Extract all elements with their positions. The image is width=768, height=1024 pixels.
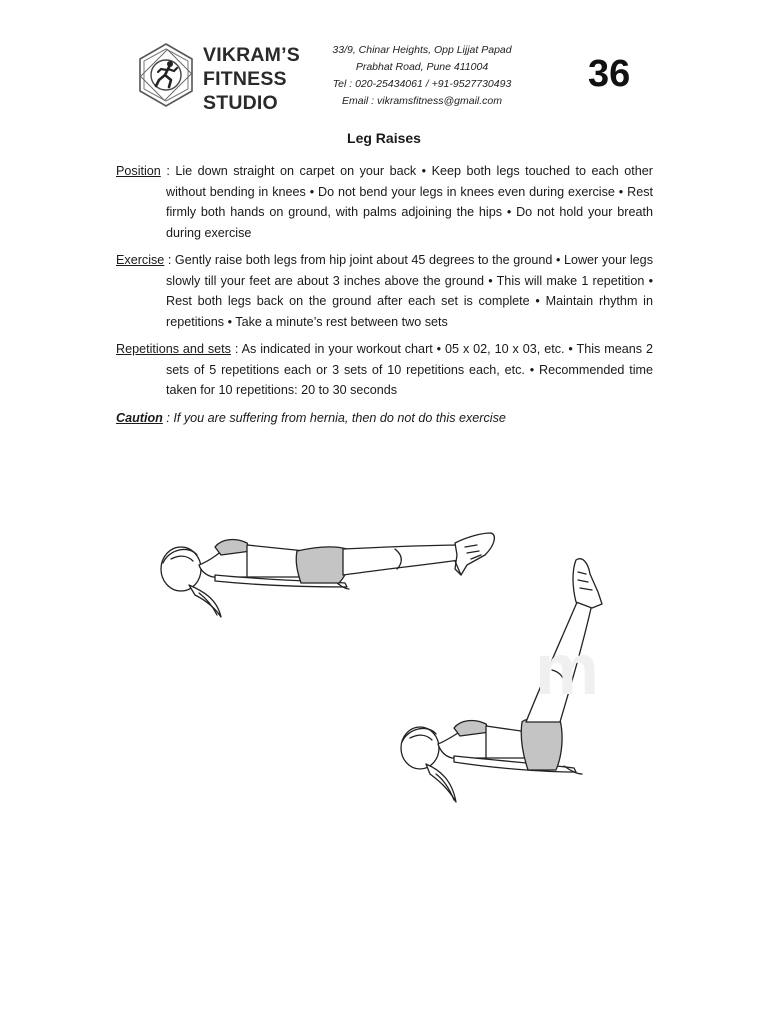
address-line: 33/9, Chinar Heights, Opp Lijjat Papad — [332, 44, 512, 56]
page-title: Leg Raises — [347, 130, 421, 146]
caution-term: Caution — [116, 410, 163, 425]
email-line: Email : vikramsfitness@gmail.com — [341, 95, 503, 107]
logo-line: STUDIO — [203, 92, 278, 114]
instructions — [116, 161, 653, 435]
logo-line: FITNESS — [203, 68, 287, 90]
repetitions-term: Repetitions and sets — [116, 342, 231, 356]
exercise-term: Exercise — [116, 253, 165, 267]
repetitions-text: : As indicated in your workout chart • 05 x 02, 10 x 03, etc. • This means 2 sets of 5 repetitions each or 3 sets of 10 repetitions each, etc. • Recommended time taken for 10 repetitions: 20 to 30 seconds — [166, 342, 653, 397]
address-line: Prabhat Road, Pune 411004 — [355, 61, 489, 73]
position-paragraph — [116, 161, 653, 243]
contact-block — [322, 42, 522, 110]
caution-text: : If you are suffering from hernia, then do not do this exercise — [162, 410, 506, 425]
logo-line: VIKRAM’S — [203, 44, 300, 66]
page-header — [0, 0, 768, 125]
exercise-text: : Gently raise both legs from hip joint about 45 degrees to the ground • Lower your legs slowly till your feet are about 3 inches above the ground • This will make 1 repetition • Rest both legs back on the ground after each set is complete • Maintain rhythm in repetitions • Take a minute’s rest between two sets — [164, 253, 653, 329]
runner-emblem-icon — [136, 42, 196, 108]
repetitions-paragraph — [116, 339, 653, 401]
phone-line: Tel : 020-25434061 / +91-9527730493 — [332, 78, 512, 90]
position-text: : Lie down straight on carpet on your back • Keep both legs touched to each other without bending in knees • Do not bend your legs in knees even during exercise • Rest firmly both hands on ground, with palms adjoining the hips • Do not hold your breath during exercise — [160, 164, 653, 240]
position-term: Position — [116, 164, 161, 178]
exercise-paragraph — [116, 250, 653, 332]
page-number: 36 — [588, 53, 631, 95]
faint-watermark-mark: m — [535, 630, 600, 710]
studio-logo-text — [203, 43, 300, 115]
caution-paragraph — [116, 408, 653, 429]
